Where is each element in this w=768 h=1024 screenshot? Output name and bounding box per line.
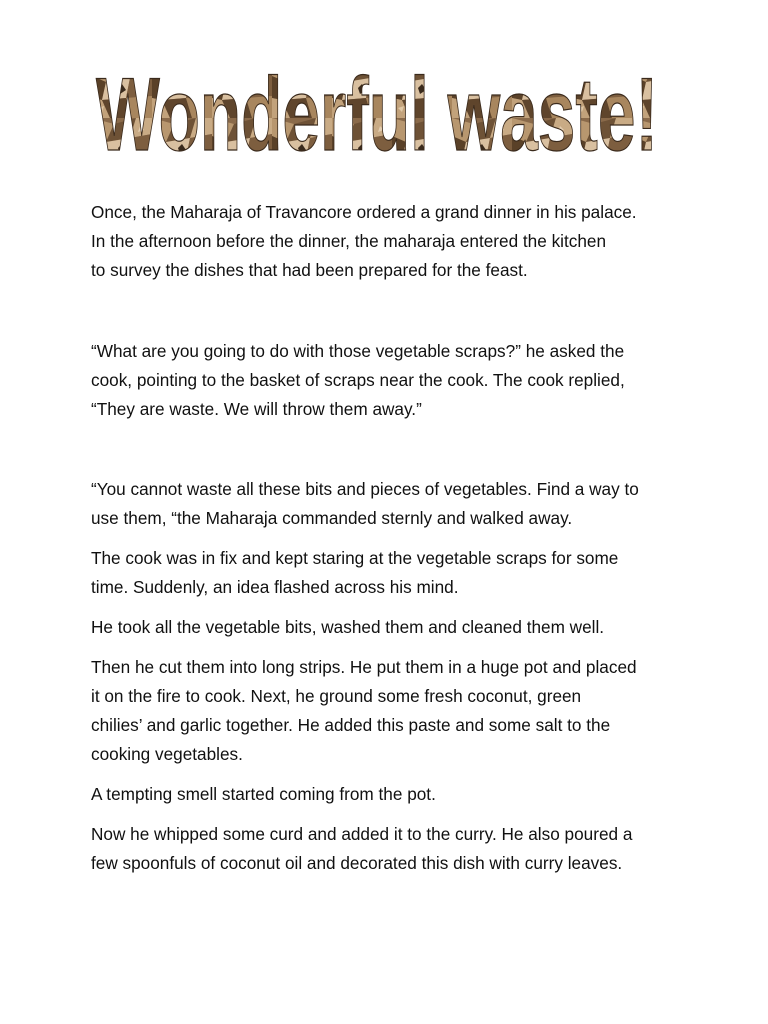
- text-line: In the afternoon before the dinner, the maharaja entered the kitchen: [91, 231, 607, 251]
- paragraph-8: [91, 820, 691, 878]
- paragraph-7: [91, 780, 691, 809]
- text-line: Now he whipped some curd and added it to the curry. He also poured a: [91, 824, 633, 844]
- text-line: time. Suddenly, an idea flashed across his mind.: [91, 577, 459, 597]
- text-line: “You cannot waste all these bits and pieces of vegetables. Find a way to: [91, 479, 639, 499]
- text-line: cook, pointing to the basket of scraps near the cook. The cook replied,: [91, 370, 625, 390]
- paragraph-2: [91, 337, 691, 424]
- title-wordart: [92, 58, 662, 164]
- text-line: to survey the dishes that had been prepared for the feast.: [91, 260, 528, 280]
- text-line: The cook was in fix and kept staring at the vegetable scraps for some: [91, 548, 619, 568]
- paragraph-5: [91, 613, 691, 642]
- document-title: [92, 58, 662, 164]
- text-line: He took all the vegetable bits, washed them and cleaned them well.: [91, 617, 605, 637]
- text-line: “They are waste. We will throw them away.”: [91, 399, 422, 419]
- text-line: it on the fire to cook. Next, he ground some fresh coconut, green: [91, 686, 582, 706]
- text-line: Once, the Maharaja of Travancore ordered a grand dinner in his palace.: [91, 202, 637, 222]
- text-line: chilies’ and garlic together. He added this paste and some salt to the: [91, 715, 611, 735]
- paragraph-4: [91, 544, 691, 602]
- title-text: Wonderful waste!: [96, 58, 658, 164]
- text-line: Then he cut them into long strips. He put them in a huge pot and placed: [91, 657, 637, 677]
- paragraph-6: [91, 653, 691, 769]
- text-line: few spoonfuls of coconut oil and decorated this dish with curry leaves.: [91, 853, 623, 873]
- text-line: cooking vegetables.: [91, 744, 243, 764]
- text-line: A tempting smell started coming from the pot.: [91, 784, 436, 804]
- text-line: use them, “the Maharaja commanded sternly and walked away.: [91, 508, 573, 528]
- paragraph-3: [91, 475, 691, 533]
- paragraph-1: [91, 198, 691, 285]
- text-line: “What are you going to do with those vegetable scraps?” he asked the: [91, 341, 625, 361]
